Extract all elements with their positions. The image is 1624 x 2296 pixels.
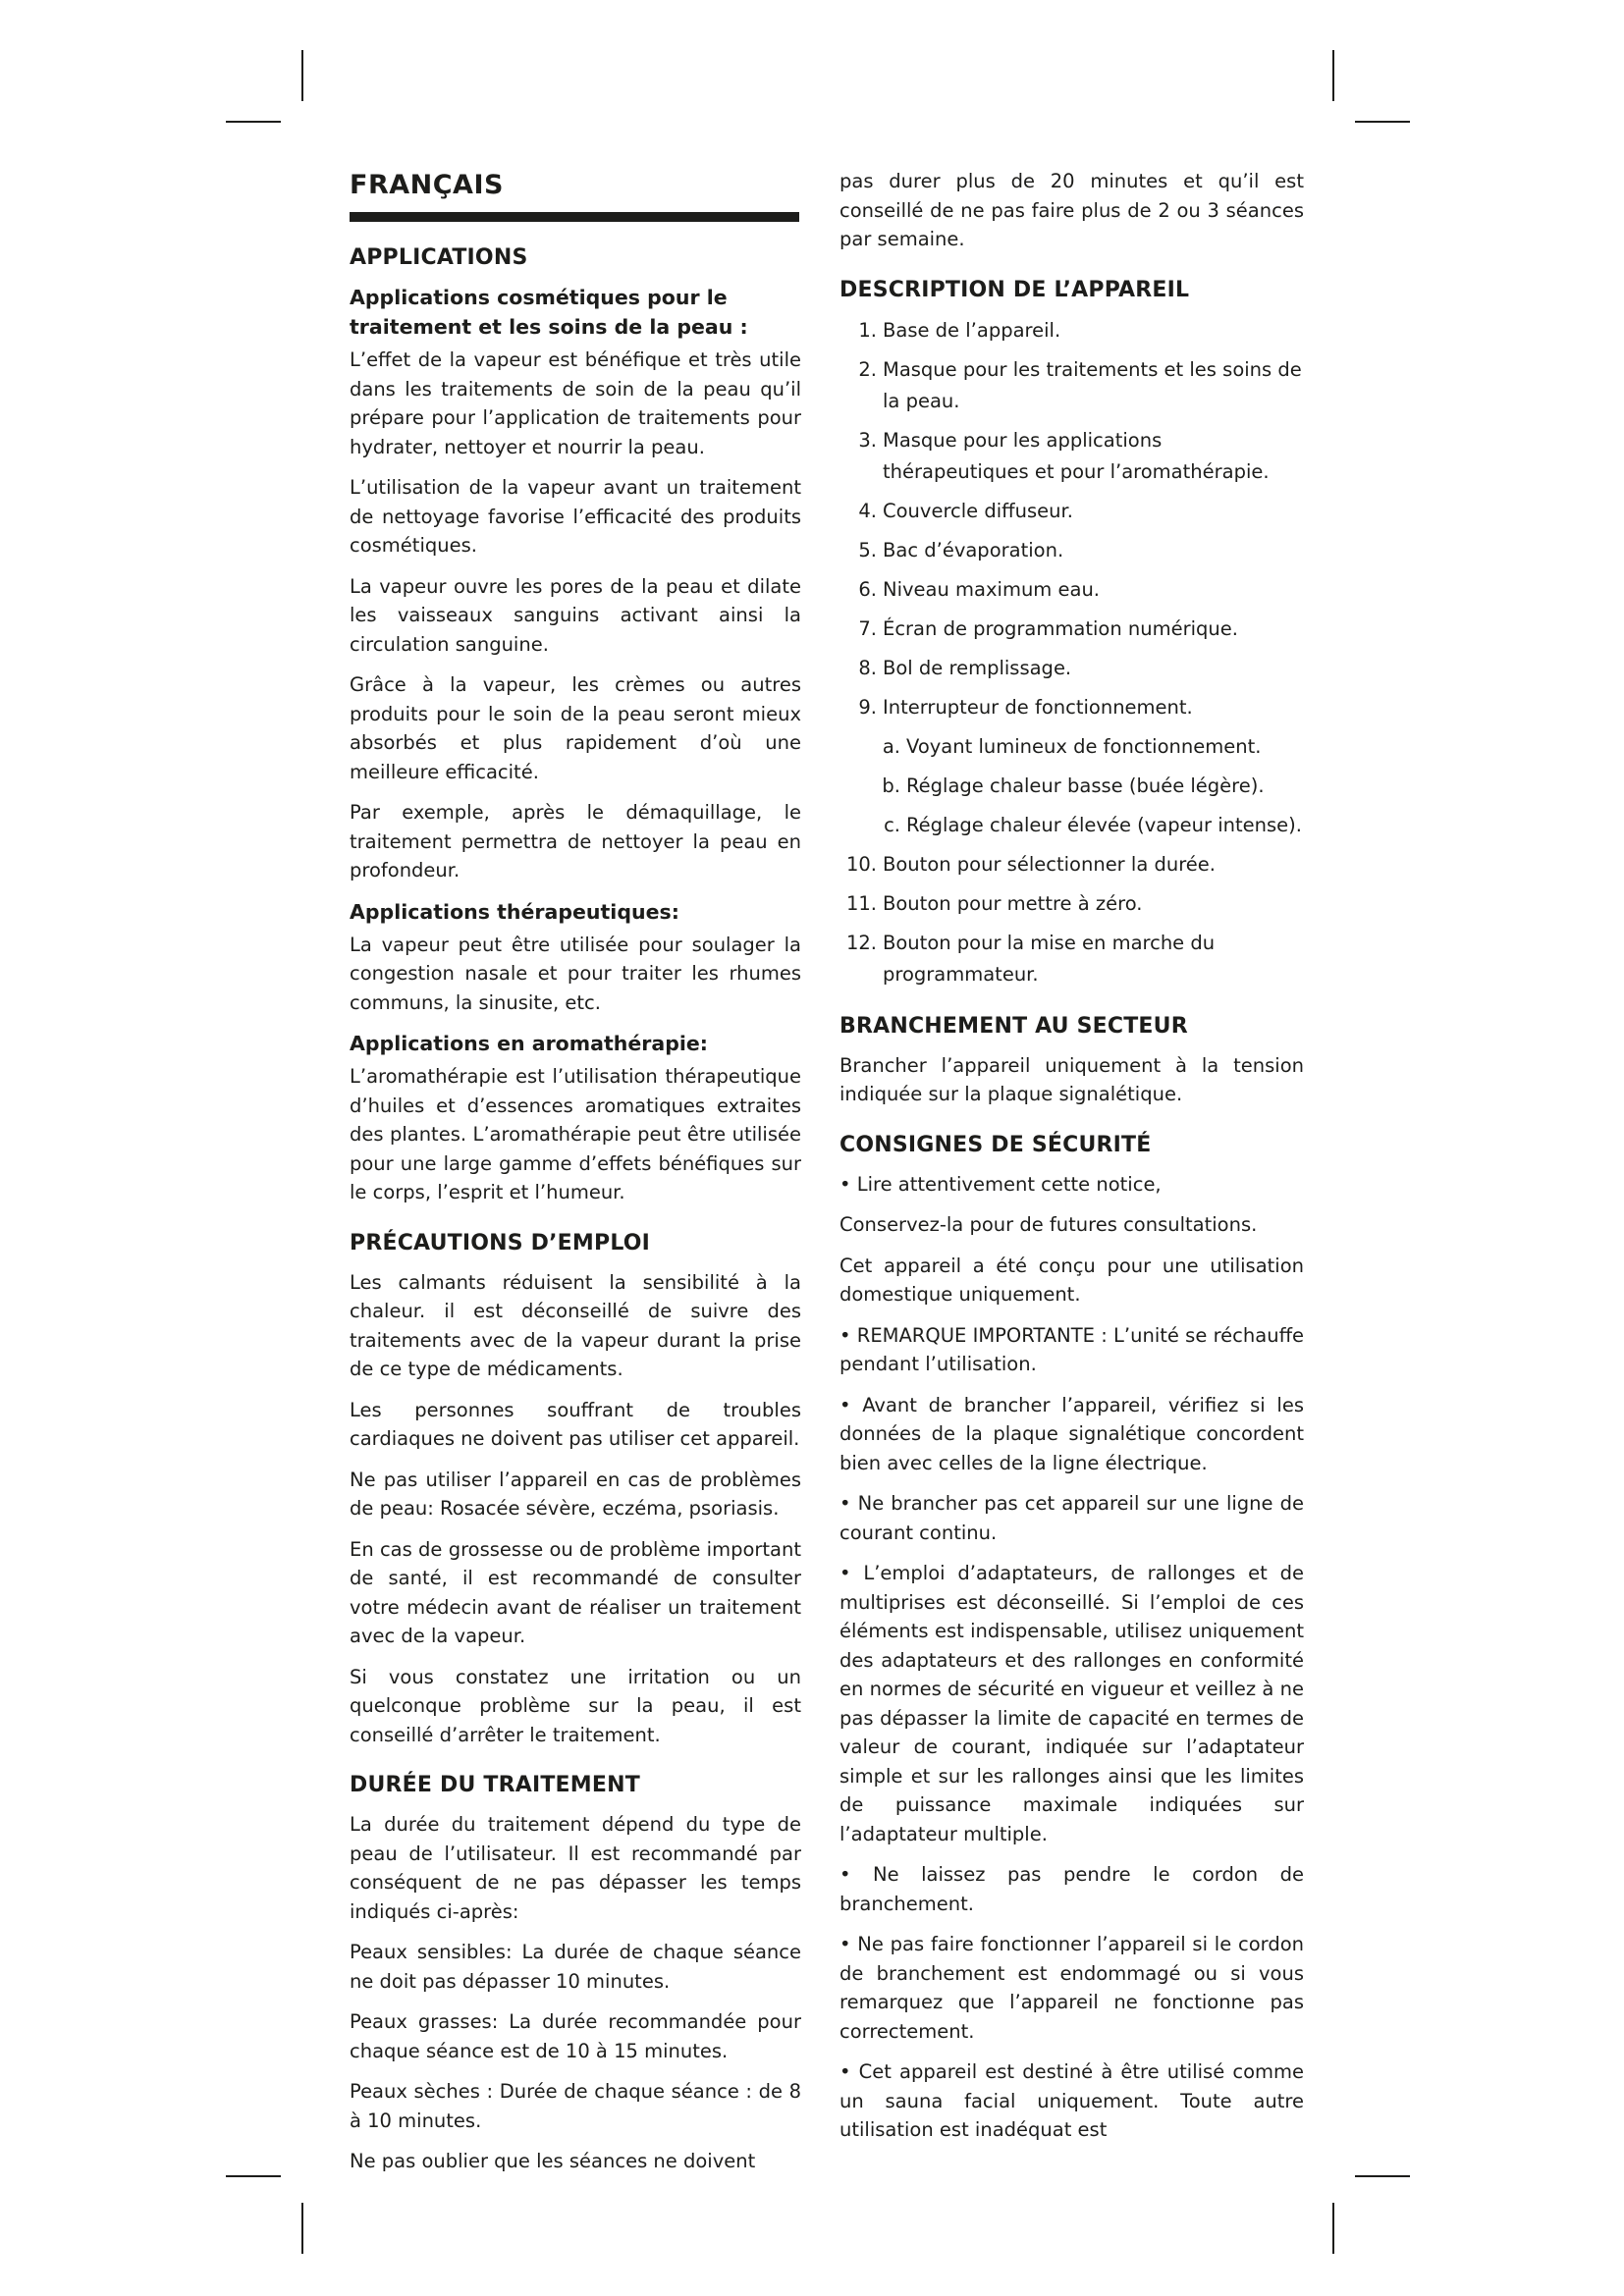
- paragraph: Peaux sèches : Durée de chaque séance : de 8 à 10 minutes.: [350, 2080, 801, 2132]
- list-item: 2. Masque pour les traitements et les soins de la peau.: [858, 357, 1302, 412]
- paragraph: L’effet de la vapeur est bénéfique et très utile dans les traitements de soin de la peau qu’il prépare pour l’application de traitements pour hydrater, nettoyer et nourrir la peau.: [350, 348, 801, 458]
- paragraph: pas durer plus de 20 minutes et qu’il est conseillé de ne pas faire plus de 2 ou 3 séances par semaine.: [839, 170, 1304, 250]
- paragraph: L’utilisation de la vapeur avant un traitement de nettoyage favorise l’efficacité des produits cosmétiques.: [350, 476, 801, 557]
- paragraph: • Lire attentivement cette notice,: [839, 1172, 1162, 1196]
- paragraph: • Cet appareil est destiné à être utilisé comme un sauna facial uniquement. Toute autre utilisation est inadéquat est: [839, 2060, 1304, 2141]
- list-item: 3. Masque pour les applications thérapeutiques et pour l’aromathérapie.: [858, 428, 1270, 483]
- therapeutic-heading: Applications thérapeutiques:: [350, 899, 679, 924]
- list-item: 6. Niveau maximum eau.: [858, 577, 1101, 601]
- paragraph: Ne pas oublier que les séances ne doivent: [350, 2150, 756, 2172]
- list-item: 10. Bouton pour sélectionner la durée.: [845, 852, 1216, 876]
- paragraph: • Ne laissez pas pendre le cordon de branchement.: [839, 1863, 1304, 1915]
- list-item: 12. Bouton pour la mise en marche du programmateur.: [845, 931, 1216, 986]
- description-heading: DESCRIPTION DE L’APPAREIL: [839, 277, 1190, 302]
- paragraph: Si vous constatez une irritation ou un quelconque problème sur la peau, il est conseillé d’arrêter le traitement.: [350, 1665, 801, 1746]
- paragraph: • Ne brancher pas cet appareil sur une ligne de courant continu.: [839, 1492, 1304, 1544]
- list-item: 7. Écran de programmation numérique.: [858, 616, 1238, 640]
- list-item: 11. Bouton pour mettre à zéro.: [845, 891, 1143, 915]
- paragraph: • Ne pas faire fonctionner l’appareil si le cordon de branchement est endommagé ou si vous remarquez que l’appareil ne fonctionne pas correctement.: [839, 1933, 1304, 2043]
- paragraph: Les calmants réduisent la sensibilité à la chaleur. il est déconseillé de suivre des traitements avec de la vapeur durant la prise de ce type de médicaments.: [350, 1270, 801, 1380]
- language-title: FRANÇAIS: [350, 170, 504, 200]
- paragraph: Grâce à la vapeur, les crèmes ou autres produits pour le soin de la peau seront mieux absorbés et plus rapidement d’où une meilleure efficacité.: [350, 673, 801, 783]
- paragraph: Par exemple, après le démaquillage, le traitement permettra de nettoyer la peau en profondeur.: [350, 801, 801, 881]
- mains-heading: BRANCHEMENT AU SECTEUR: [839, 1013, 1188, 1039]
- paragraph: • L’emploi d’adaptateurs, de rallonges et de multiprises est déconseillé. Si l’emploi de ces éléments est indispensable, utilisez uniquement des adaptateurs et des rallonges en conformité en normes de sécurité en vigueur et veillez à ne pas dépasser la limite de capacité en termes de valeur de courant, indiquée sur l’adaptateur simple et sur les rallonges ainsi que les limites de puissance maximale indiquées sur l’adaptateur multiple.: [839, 1562, 1304, 1845]
- duration-heading: DURÉE DU TRAITEMENT: [350, 1773, 640, 1797]
- right-column: [839, 167, 1304, 2157]
- precautions-heading: PRÉCAUTIONS D’EMPLOI: [350, 1230, 651, 1255]
- paragraph: • REMARQUE IMPORTANTE : L’unité se réchauffe pendant l’utilisation.: [839, 1323, 1304, 1375]
- list-subitem: a. Voyant lumineux de fonctionnement.: [882, 734, 1262, 758]
- cosmetic-heading: Applications cosmétiques pour le traitement et les soins de la peau :: [350, 286, 748, 339]
- crop-mark: [301, 50, 303, 101]
- crop-mark: [1332, 50, 1334, 101]
- crop-mark: [1332, 2203, 1334, 2254]
- list-item: 9. Interrupteur de fonctionnement.: [858, 695, 1193, 719]
- paragraph: En cas de grossesse ou de problème important de santé, il est recommandé de consulter votre médecin avant de réaliser un traitement avec de la vapeur.: [350, 1537, 801, 1647]
- paragraph: La durée du traitement dépend du type de peau de l’utilisateur. Il est recommandé par conséquent de ne pas dépasser les temps indiqués ci-après:: [350, 1813, 801, 1923]
- paragraph: La vapeur peut être utilisée pour soulager la congestion nasale et pour traiter les rhumes communs, la sinusite, etc.: [350, 933, 801, 1014]
- paragraph: Brancher l’appareil uniquement à la tension indiquée sur la plaque signalétique.: [839, 1053, 1304, 1105]
- crop-mark: [226, 2175, 281, 2177]
- paragraph: Ne pas utiliser l’appareil en cas de problèmes de peau: Rosacée sévère, eczéma, psoriasis.: [350, 1468, 801, 1520]
- paragraph: Cet appareil a été conçu pour une utilisation domestique uniquement.: [839, 1254, 1304, 1306]
- paragraph: L’aromathérapie est l’utilisation thérapeutique d’huiles et d’essences aromatiques extraites des plantes. L’aromathérapie peut être utilisée pour une large gamme d’effets bénéfiques sur le corps, l’esprit et l’humeur.: [350, 1065, 801, 1203]
- applications-heading: APPLICATIONS: [350, 245, 528, 270]
- crop-mark: [1355, 2175, 1410, 2177]
- crop-mark: [1355, 121, 1410, 123]
- paragraph: • Avant de brancher l’appareil, vérifiez si les données de la plaque signalétique concordent bien avec celles de la ligne électrique.: [839, 1393, 1304, 1474]
- list-item: 4. Couvercle diffuseur.: [858, 499, 1073, 522]
- list-item: 5. Bac d’évaporation.: [858, 538, 1064, 561]
- paragraph: Peaux grasses: La durée recommandée pour chaque séance est de 10 à 15 minutes.: [350, 2010, 801, 2062]
- paragraph: Conservez-la pour de futures consultations.: [839, 1213, 1258, 1236]
- title-rule: [350, 212, 799, 222]
- list-subitem: c. Réglage chaleur élevée (vapeur intense).: [884, 813, 1302, 836]
- list-item: 8. Bol de remplissage.: [858, 656, 1072, 679]
- parts-list: [839, 315, 1304, 990]
- safety-heading: CONSIGNES DE SÉCURITÉ: [839, 1132, 1152, 1157]
- paragraph: Peaux sensibles: La durée de chaque séance ne doit pas dépasser 10 minutes.: [350, 1941, 801, 1993]
- aroma-heading: Applications en aromathérapie:: [350, 1032, 708, 1055]
- left-column: [350, 167, 801, 2188]
- list-subitem: b. Réglage chaleur basse (buée légère).: [882, 774, 1265, 797]
- paragraph: La vapeur ouvre les pores de la peau et dilate les vaisseaux sanguins activant ainsi la circulation sanguine.: [350, 574, 801, 656]
- list-item: 1. Base de l’appareil.: [858, 318, 1061, 342]
- paragraph: Les personnes souffrant de troubles cardiaques ne doivent pas utiliser cet appareil.: [350, 1398, 801, 1450]
- crop-mark: [301, 2203, 303, 2254]
- crop-mark: [226, 121, 281, 123]
